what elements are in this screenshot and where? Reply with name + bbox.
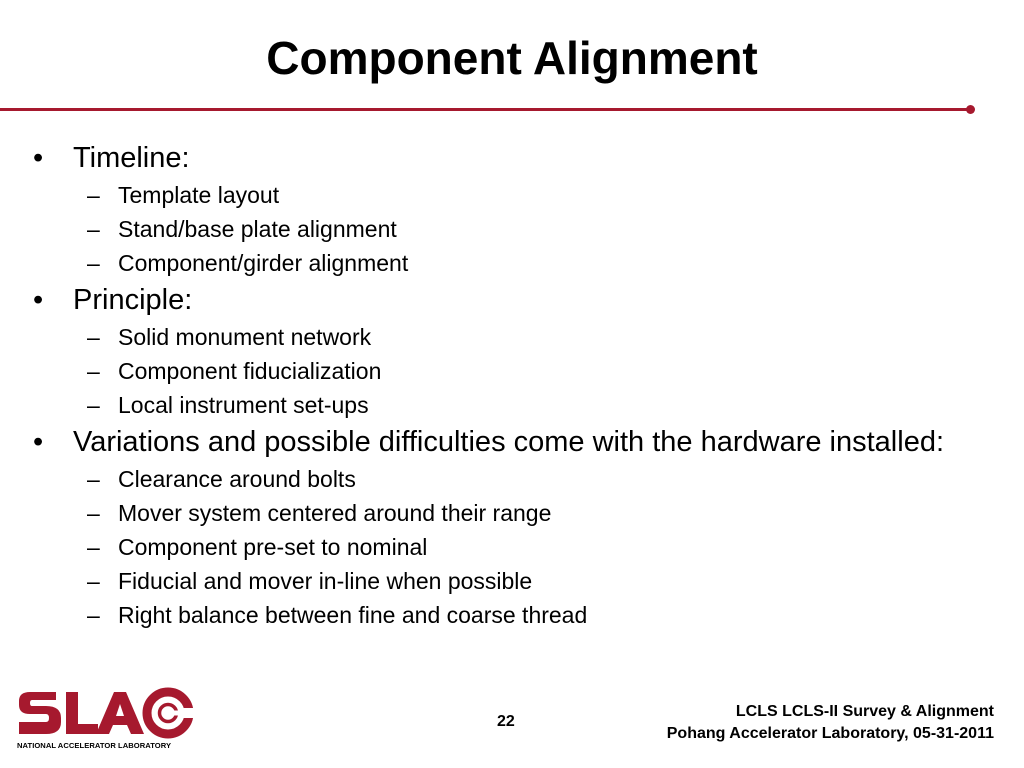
sub-item-marker: –	[87, 358, 100, 384]
sub-item	[87, 496, 1000, 530]
sub-item	[87, 178, 1000, 212]
sub-item	[87, 246, 1000, 280]
slide-title: Component Alignment	[266, 32, 758, 84]
sub-item-marker: –	[87, 602, 100, 628]
sub-item-marker: –	[87, 250, 100, 276]
sub-item-text: Clearance around bolts	[118, 466, 356, 492]
sub-item	[87, 354, 1000, 388]
bullet-text: Variations and possible difficulties come with the hardware installed:	[73, 426, 945, 458]
sub-item-marker: –	[87, 534, 100, 560]
title-divider	[0, 108, 968, 111]
bullet-text: Timeline:	[73, 142, 190, 174]
sub-item-text: Stand/base plate alignment	[118, 216, 397, 242]
bullet-marker: •	[33, 284, 44, 316]
bullet-list	[0, 138, 1000, 632]
bullet-item	[33, 426, 973, 459]
sub-item-text: Component/girder alignment	[118, 250, 409, 276]
sub-item-text: Fiducial and mover in-line when possible	[118, 568, 533, 594]
bullet-marker: •	[33, 142, 44, 174]
sub-item-text: Component fiducialization	[118, 358, 382, 384]
sub-item-text: Local instrument set-ups	[118, 392, 369, 418]
sub-item-text: Component pre-set to nominal	[118, 534, 428, 560]
sub-item-marker: –	[87, 324, 100, 350]
sub-item-marker: –	[87, 466, 100, 492]
sub-item-marker: –	[87, 568, 100, 594]
sub-item-marker: –	[87, 500, 100, 526]
bullet-item	[33, 142, 973, 175]
sub-item	[87, 598, 1000, 632]
bullet-item	[33, 284, 973, 317]
sub-item	[87, 462, 1000, 496]
sub-item	[87, 564, 1000, 598]
sub-item-text: Right balance between fine and coarse thread	[118, 602, 588, 628]
sub-item-text: Template layout	[118, 182, 280, 208]
sub-item-text: Mover system centered around their range	[118, 500, 552, 526]
sub-item-text: Solid monument network	[118, 324, 372, 350]
sub-item	[87, 530, 1000, 564]
footer-line-2: Pohang Accelerator Laboratory, 05-31-2011	[666, 725, 994, 742]
page-number: 22	[497, 713, 515, 730]
logo-subtitle: NATIONAL ACCELERATOR LABORATORY	[17, 741, 172, 750]
sub-item	[87, 320, 1000, 354]
divider-end-dot	[966, 105, 975, 114]
bullet-marker: •	[33, 426, 44, 458]
sub-item-marker: –	[87, 392, 100, 418]
slac-logo-mark	[16, 686, 194, 740]
footer-info	[667, 701, 994, 745]
sub-item	[87, 388, 1000, 422]
sub-item	[87, 212, 1000, 246]
slac-logo	[16, 686, 194, 756]
sub-item-marker: –	[87, 182, 100, 208]
footer-line-1: LCLS LCLS-II Survey & Alignment	[735, 703, 994, 720]
bullet-text: Principle:	[73, 284, 193, 316]
sub-item-marker: –	[87, 216, 100, 242]
